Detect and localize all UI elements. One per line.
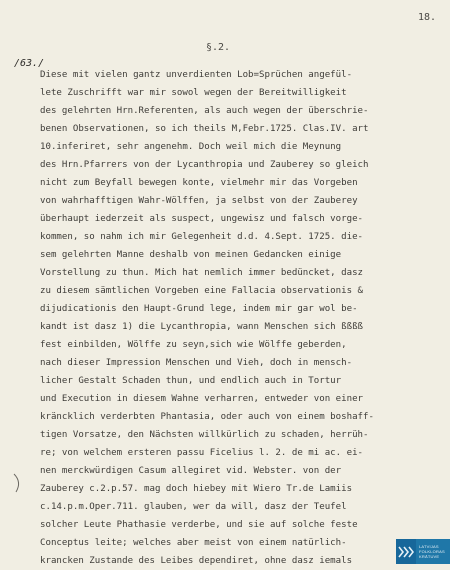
archive-stamp (396, 539, 450, 564)
text-line: zu diesem sämtlichen Vorgeben eine Fallacia observationis & (40, 286, 364, 296)
text-line: c.14.p.m.Oper.711. glauben, wer da will, dasz der Teufel (40, 502, 347, 512)
text-line: Vorstellung zu thun. Mich hat nemlich immer bedüncket, dasz (40, 268, 364, 278)
text-line: des gelehrten Hrn.Referenten, als auch wegen der überschrie- (40, 106, 369, 116)
page-number: 18. (418, 12, 437, 23)
text-line: tigen Vorsatze, den Nächsten willkürlich zu schaden, herrüh- (40, 430, 369, 440)
text-line: kommen, so nahm ich mir Gelegenheit d.d. 4.Sept. 1725. die- (40, 232, 364, 242)
margin-bracket-mark (12, 472, 26, 494)
text-line: fest einbilden, Wölffe zu seyn,sich wie Wölffe geberden, (40, 340, 347, 350)
text-line: solcher Leute Phathasie verderbe, und sie auf solche feste (40, 520, 358, 530)
text-line: dijudicationis den Haupt-Grund lege, indem mir gar wol be- (40, 304, 358, 314)
text-line: licher Gestalt Schaden thun, und endlich auch in Tortur (40, 376, 342, 386)
text-line: und Execution in diesem Wahne verharren, entweder von einer (40, 394, 364, 404)
text-line: kandt ist dasz 1) die Lycanthropia, wann Menschen sich ßßßß (40, 322, 364, 332)
text-line: re; von welchem ersteren passu Ficelius l. 2. de mi ac. ei- (40, 448, 364, 458)
text-line: des Hrn.Pfarrers von der Lycanthropia und Zauberey so gleich (40, 160, 369, 170)
text-line: lete Zuschrifft war mir sowol wegen der Bereitwilligkeit (40, 88, 347, 98)
text-line: nicht zum Beyfall bewegen konte, vielmehr mir das Vorgeben (40, 178, 358, 188)
text-line: von wahrhafftigen Wahr-Wölffen, ja selbst von der Zauberey (40, 196, 358, 206)
text-line: 10.inferiret, sehr angenehm. Doch weil mich die Meynung (40, 142, 342, 152)
text-line: kräncklich verderbten Phantasia, oder auch von einem boshaff- (40, 412, 374, 422)
archive-logo-icon (396, 539, 416, 564)
text-line: überhaupt iederzeit als suspect, ungewisz und falsch vorge- (40, 214, 364, 224)
text-line: Diese mit vielen gantz unverdienten Lob=Sprüchen angefül- (40, 70, 353, 80)
section-heading: §.2. (206, 42, 231, 53)
text-line: Zauberey c.2.p.57. mag doch hiebey mit Wiero Tr.de Lamiis (40, 484, 353, 494)
text-line: sem gelehrten Manne deshalb von meinen Gedancken einige (40, 250, 342, 260)
document-body (40, 66, 440, 570)
stamp-line: KRĀTUVE (419, 554, 440, 559)
stamp-line: FOLKLORAS (419, 549, 445, 554)
text-line: krancken Zustande des Leibes dependiret, ohne dasz iemals (40, 556, 353, 566)
text-line: nen merckwürdigen Casum allegiret vid. Webster. von der (40, 466, 342, 476)
text-line: benen Observationen, so ich theils M,Febr.1725. Clas.IV. art (40, 124, 369, 134)
text-line: nach dieser Impression Menschen und Vieh, doch in mensch- (40, 358, 353, 368)
stamp-line: LATVIJAS (419, 544, 439, 549)
margin-note: /63./ (14, 58, 45, 69)
stamp-text (416, 544, 445, 559)
text-line: Conceptus leite; welches aber meist von einem natürlich- (40, 538, 347, 548)
